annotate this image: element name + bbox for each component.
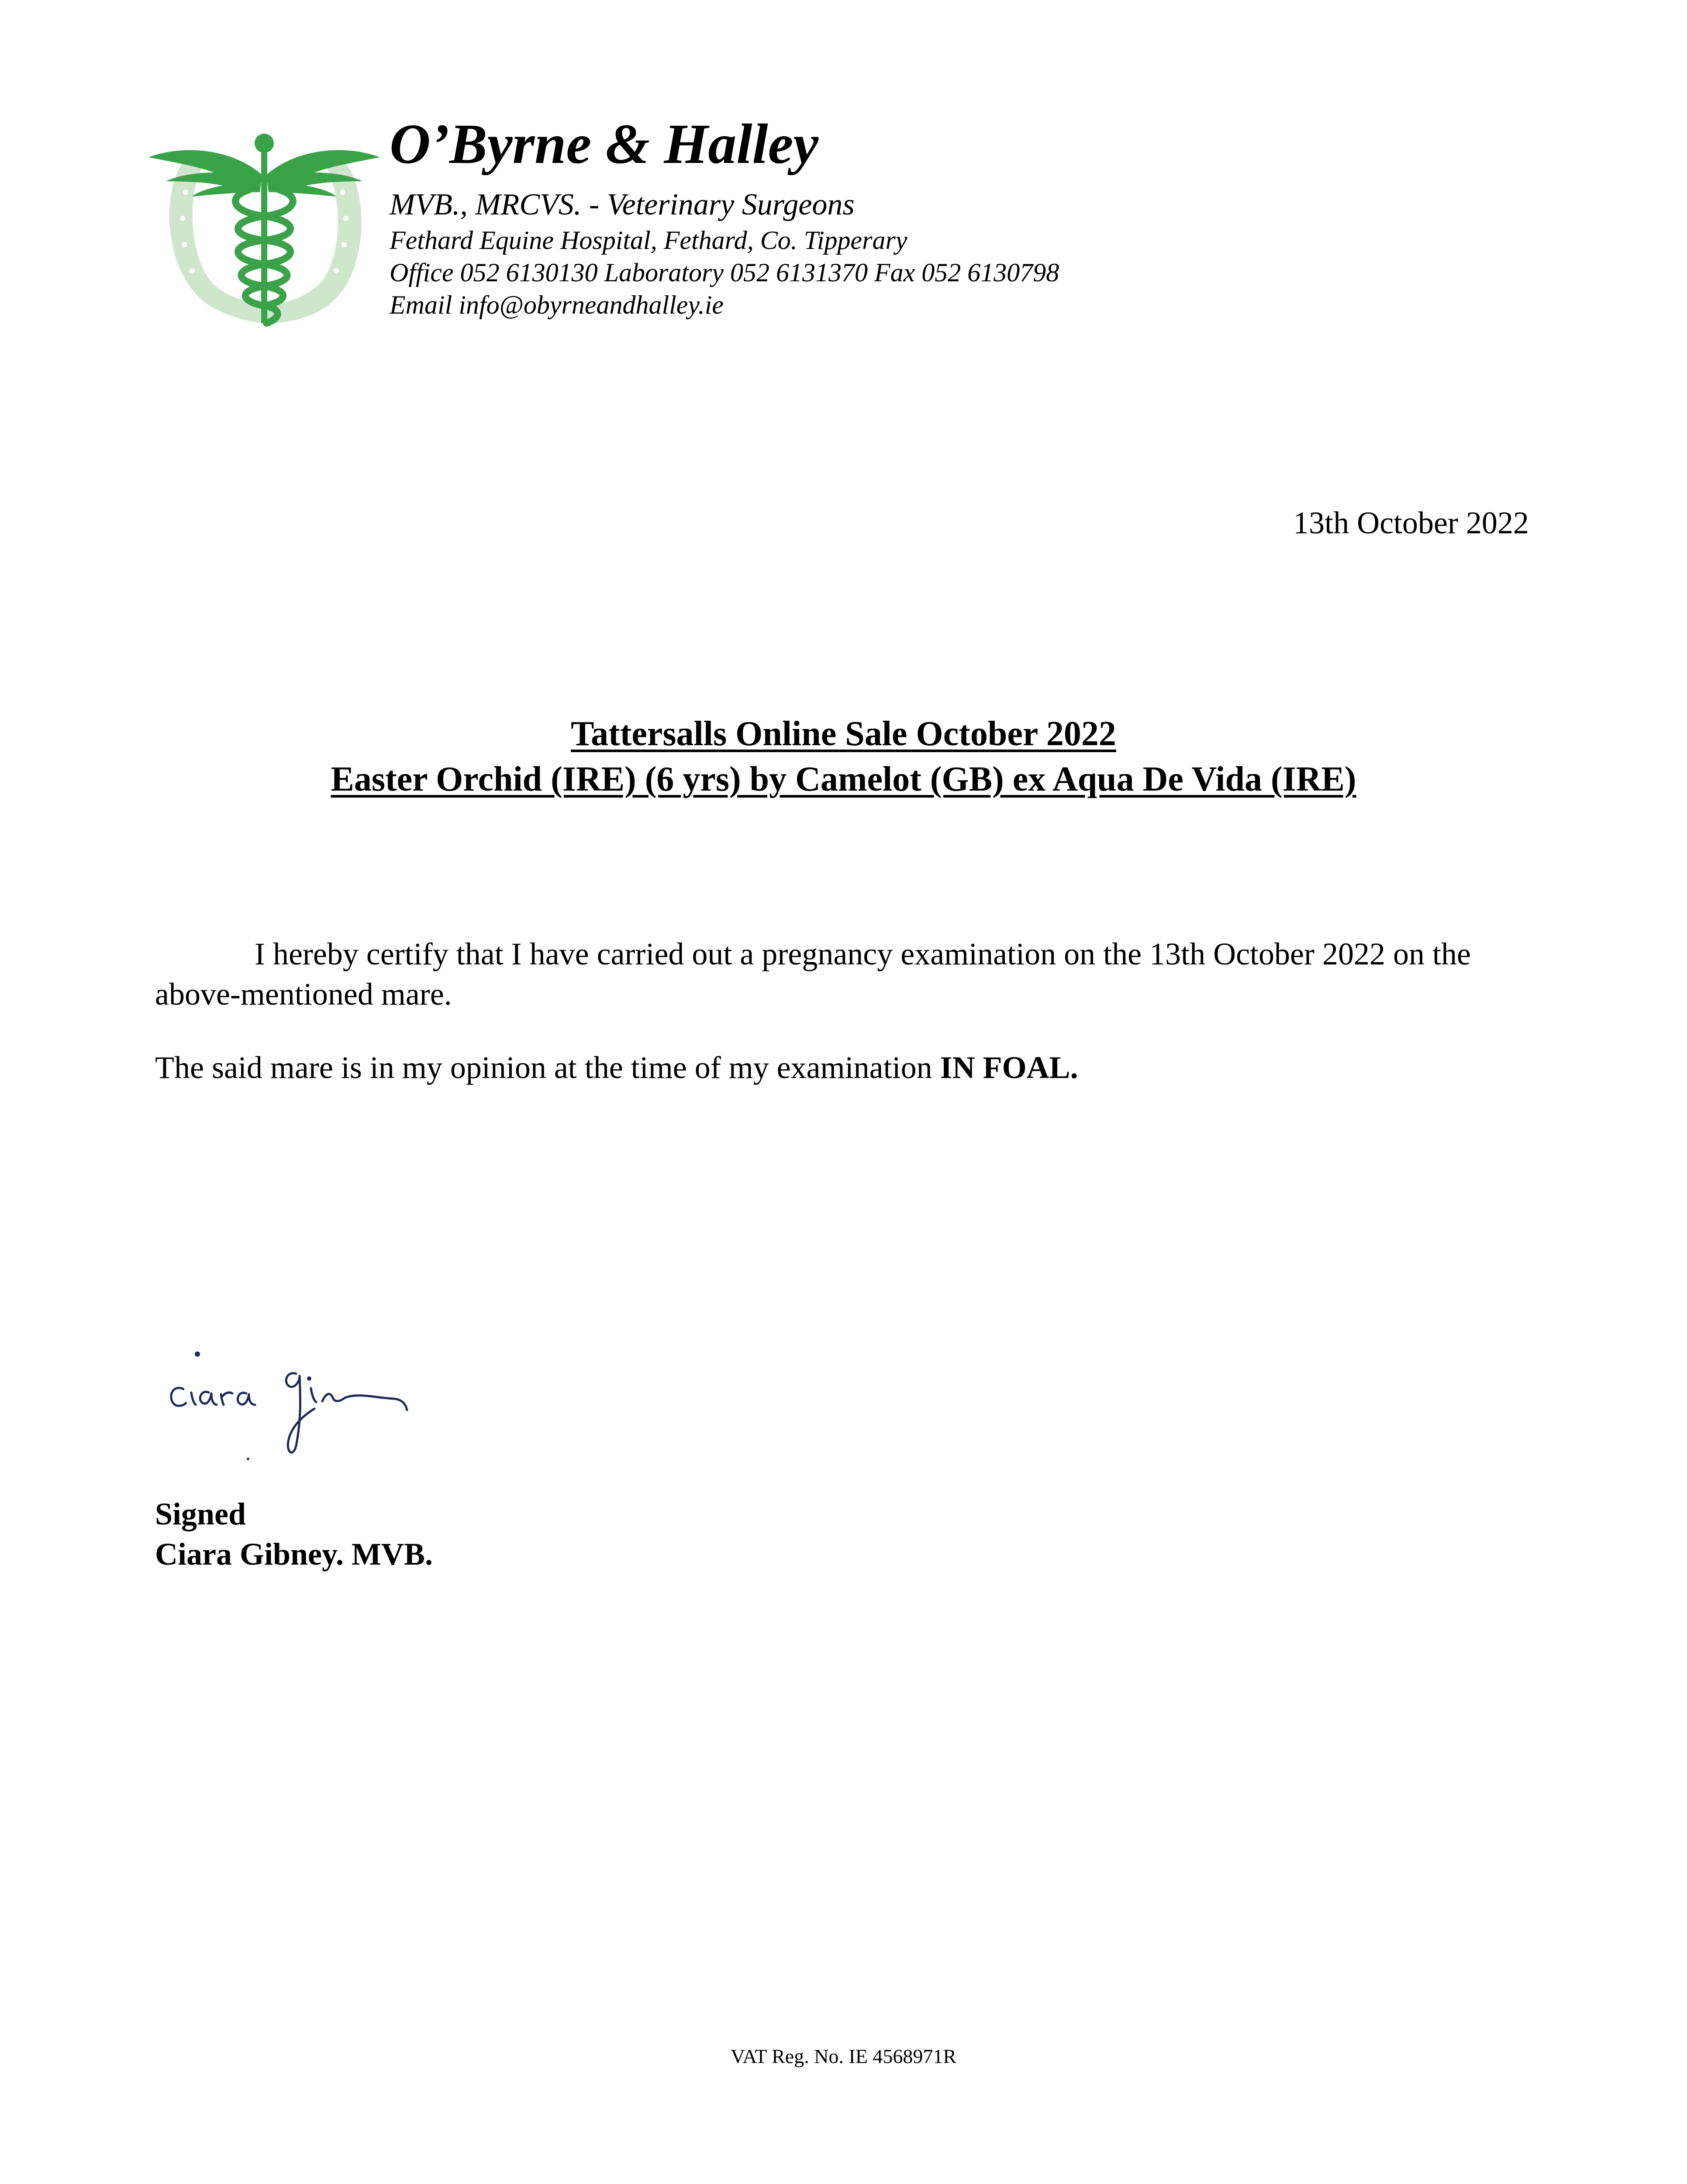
subject-line-1: Tattersalls Online Sale October 2022: [571, 715, 1116, 753]
opinion-paragraph: [155, 1047, 1535, 1088]
handwritten-signature: [157, 1337, 437, 1468]
subject-line-2: Easter Orchid (IRE) (6 yrs) by Camelot (GB) ex Aqua De Vida (IRE): [331, 760, 1356, 798]
email: Email info@obyrneandhalley.ie: [390, 290, 724, 319]
signatory-block: [155, 1494, 433, 1574]
certification-paragraph: I hereby certify that I have carried out a pregnancy examination on the 13th October 2022 on the above-mentioned mare.: [155, 936, 1471, 1012]
address: Fethard Equine Hospital, Fethard, Co. Tipperary: [390, 225, 907, 255]
signed-label: Signed: [155, 1496, 246, 1531]
opinion-text: The said mare is in my opinion at the time of my examination: [155, 1050, 940, 1085]
phone-numbers: Office 052 6130130 Laboratory 052 6131370 Fax 052 6130798: [390, 258, 1059, 287]
letterhead: [390, 114, 1059, 321]
subject-heading: [0, 711, 1687, 802]
firm-name: O’Byrne & Halley: [390, 113, 819, 176]
signatory-name: Ciara Gibney. MVB.: [155, 1537, 433, 1572]
pregnancy-status: IN FOAL.: [940, 1050, 1078, 1085]
letter-date: 13th October 2022: [1293, 505, 1529, 540]
caduceus-horseshoe-logo-icon: [144, 131, 380, 332]
vat-registration: VAT Reg. No. IE 4568971R: [730, 2045, 957, 2067]
credentials: MVB., MRCVS. - Veterinary Surgeons: [390, 187, 855, 221]
